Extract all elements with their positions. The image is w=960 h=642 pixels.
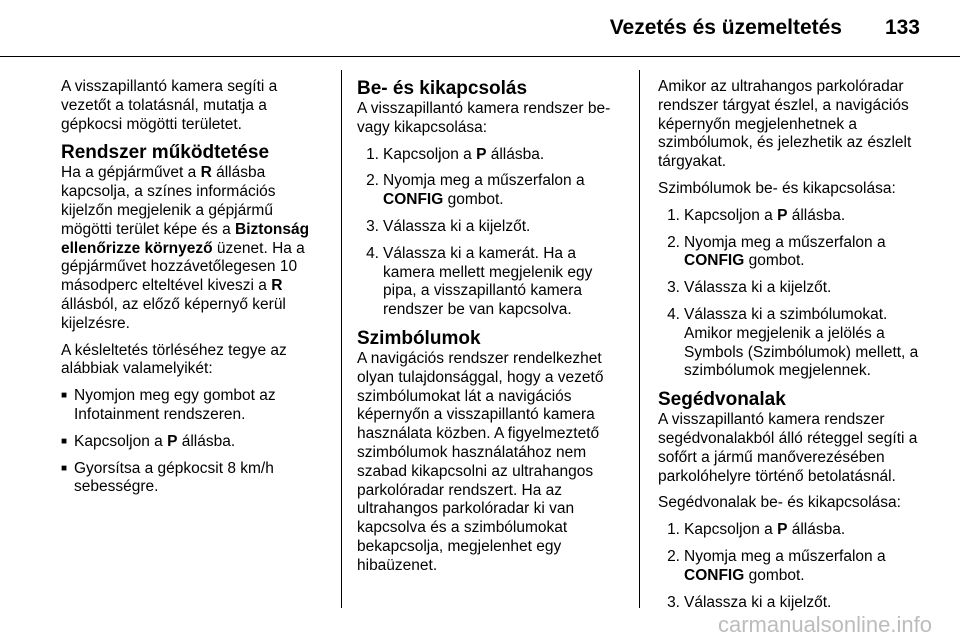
symbols-paragraph: A navigációs rendszer rendelkezhet olyan tulajdonsággal, hogy a vezető szimbólumokat lát a navigációs képernyőn a visszapillantó kamera használata közben. A figyelmeztető szimbólumok használatához nem szabad kikapcsolni az ultrahangos parkolóradar rendszert. Ha az ultrahangos parkolóradar ki van kapcsolva és a szimbólumokat bekapcsolja, megjelenhet egy hibaüzenet. — [357, 349, 604, 574]
guidelines-steps — [658, 521, 923, 612]
on-off-steps — [357, 146, 627, 320]
list-item: 4. Válassza ki a szimbólumokat. Amikor megjelenik a jelölés a Symbols (Szimbólumok) mellett, a szimbólumok megjelennek. — [667, 305, 919, 380]
column-divider-1 — [341, 70, 342, 608]
symbols-detail-paragraph: Amikor az ultrahangos parkolóradar rendszer tárgyat észlel, a navigációs képernyőn megjelenhetnek a szimbólumok, és jelezhetik az észlelt tárgyakat. — [658, 78, 912, 171]
heading-symbols: Szimbólumok — [357, 327, 481, 349]
heading-on-off: Be- és kikapcsolás — [357, 78, 528, 99]
symbols-toggle-paragraph: Szimbólumok be- és kikapcsolása: — [658, 179, 896, 197]
list-item: 2. Nyomja meg a műszerfalon a CONFIG gombot. — [366, 172, 585, 209]
delay-list — [61, 387, 323, 497]
watermark: carmanualsonline.info — [717, 612, 932, 637]
section-title: Vezetés és üzemeltetés — [609, 16, 842, 39]
list-item: ■ Nyomjon meg egy gombot az Infotainment rendszeren. — [61, 387, 276, 423]
bullet-icon: ■ — [61, 462, 68, 474]
guidelines-toggle-paragraph: Segédvonalak be- és kikapcsolása: — [658, 494, 901, 512]
list-item: ■ Gyorsítsa a gépkocsit 8 km/h sebességre. — [61, 459, 274, 496]
list-item: 1. Kapcsoljon a P állásba. — [366, 145, 545, 163]
page-number: 133 — [884, 16, 920, 39]
list-item: 2. Nyomja meg a műszerfalon a CONFIG gombot. — [667, 547, 886, 584]
list-item: 1. Kapcsoljon a P állásba. — [667, 206, 846, 224]
list-item: 4. Válassza ki a kamerát. Ha a kamera mellett megjelenik egy pipa, a visszapillantó kamera rendszer be van kapcsolva. — [366, 244, 593, 319]
symbols-steps — [658, 207, 923, 381]
heading-guidelines: Segédvonalak — [658, 389, 786, 411]
operation-paragraph: Ha a gépjárművet a R állásba kapcsolja, a színes információs kijelzőn megjelenik a gépjármű mögötti terület képe és a Biztonság ellenőrizze környező üzenet. Ha a gépjárművet hozzávetőlegesen 10 másodperc elteltével kiveszi a R állásból, az előző képernyő kerül kijelzésre. — [61, 164, 310, 332]
list-item: 1. Kapcsoljon a P állásba. — [667, 521, 846, 539]
bullet-icon: ■ — [61, 435, 68, 447]
list-item: 3. Válassza ki a kijelzőt. — [366, 217, 531, 235]
heading-system-operation: Rendszer működtetése — [61, 142, 270, 164]
list-item: 3. Válassza ki a kijelzőt. — [667, 593, 832, 611]
list-item: 2. Nyomja meg a műszerfalon a CONFIG gombot. — [667, 233, 886, 270]
on-off-paragraph: A visszapillantó kamera rendszer be- vagy kikapcsolása: — [357, 100, 611, 136]
column-divider-2 — [639, 70, 640, 608]
header-rule — [0, 56, 960, 57]
column-1 — [61, 78, 323, 505]
list-item: 3. Válassza ki a kijelzőt. — [667, 279, 832, 297]
column-3 — [658, 78, 923, 620]
column-2 — [357, 78, 627, 584]
list-item: ■ Kapcsoljon a P állásba. — [61, 432, 236, 450]
bullet-icon: ■ — [61, 390, 68, 402]
guidelines-paragraph: A visszapillantó kamera rendszer segédvonalakból álló réteggel segíti a sofőrt a jármű manőverezésében parkolóhelyre történő betolatásnál. — [658, 411, 918, 485]
intro-paragraph: A visszapillantó kamera segíti a vezetőt a tolatásnál, mutatja a gépkocsi mögötti területet. — [61, 78, 278, 133]
delay-paragraph: A késleltetés törléséhez tegye az alábbiak valamelyikét: — [61, 341, 287, 378]
page-header — [0, 0, 960, 60]
